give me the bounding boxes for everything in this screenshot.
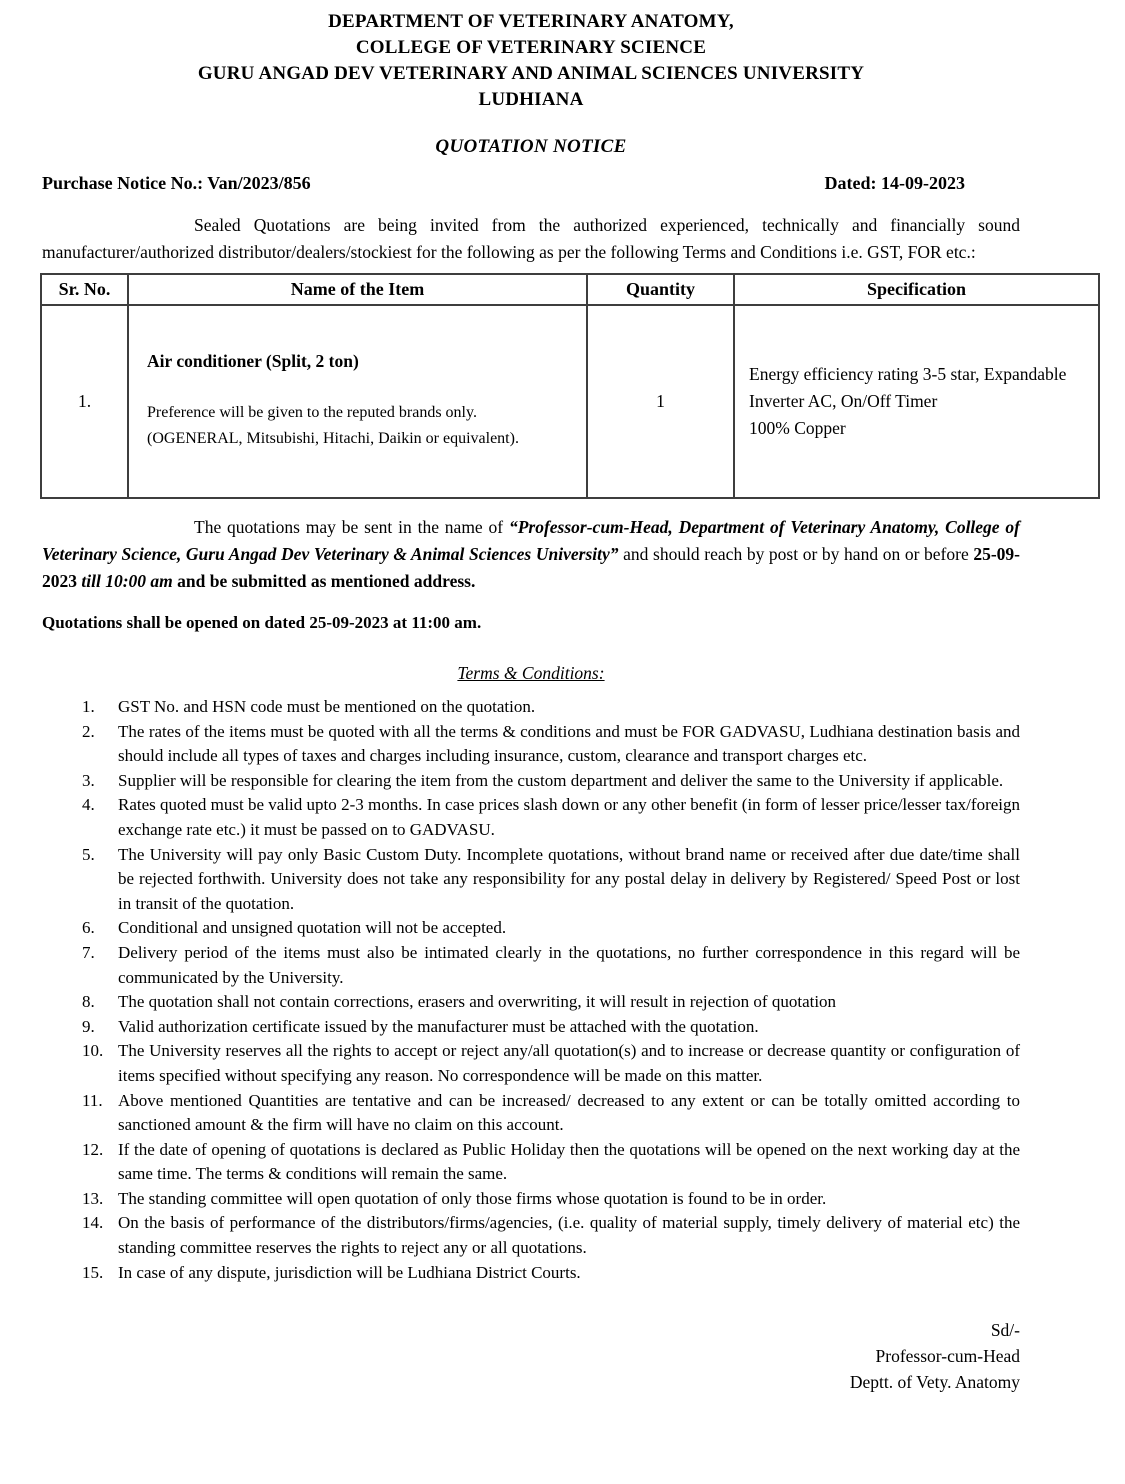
deadline-date: 25-09-2023 [42, 544, 1020, 591]
opening-line: Quotations shall be opened on dated 25-09-2023 at 11:00 am. [42, 613, 482, 632]
term-text: GST No. and HSN code must be mentioned on the quotation. [118, 697, 536, 716]
specification-line: Energy efficiency rating 3-5 star, Expandable Inverter AC, On/Off Timer [749, 364, 1067, 411]
term-text: Valid authorization certificate issued by the manufacturer must be attached with the quotation. [118, 1016, 759, 1036]
organization-header [42, 9, 1020, 113]
term-text: Delivery period of the items must also be intimated clearly in the quotations, no further correspondence in this regard will be communicated by the University. [118, 942, 1020, 987]
table-row [41, 305, 1099, 498]
term-text: The standing committee will open quotation of only those firms whose quotation is found to be in order. [118, 1188, 827, 1208]
term-item [42, 843, 1020, 917]
term-number: 8. [82, 992, 95, 1012]
term-text: If the date of opening of quotations is declared as Public Holiday then the quotations will be opened on the next working day at the same time. The terms & conditions will remain the same. [118, 1139, 1020, 1184]
term-number: 14. [82, 1213, 104, 1233]
term-number: 3. [82, 770, 95, 790]
specification-line: 100% Copper [749, 418, 846, 438]
university-line: GURU ANGAD DEV VETERINARY AND ANIMAL SCIENCES UNIVERSITY [197, 63, 865, 84]
table-header-row [41, 274, 1099, 305]
deadline-time: till 10:00 am [77, 571, 173, 591]
term-item [42, 695, 1020, 720]
term-item [42, 941, 1020, 990]
term-text: The University reserves all the rights to accept or reject any/all quotation(s) and to increase or decrease quantity or configuration of items specified without specifying any reason. No correspondence will be made on this matter. [118, 1041, 1020, 1085]
term-item [42, 793, 1020, 842]
signature-title: Professor-cum-Head [875, 1346, 1020, 1367]
term-number: 2. [82, 721, 95, 741]
city-line: LUDHIANA [478, 89, 584, 110]
term-text: The rates of the items must be quoted with all the terms & conditions and must be FOR GADVASU, Ludhiana destination basis and should include all types of taxes and charges including insurance, custom, clearance and transport charges etc. [118, 721, 1020, 766]
term-number: 13. [82, 1188, 104, 1208]
term-text: Above mentioned Quantities are tentative and can be increased/ decreased to any extent or can be totally omitted according to sanctioned amount & the firm will have no claim on this account. [118, 1090, 1020, 1135]
item-title: Air conditioner (Split, 2 ton) [147, 351, 359, 371]
term-item [42, 1015, 1020, 1040]
term-number: 7. [82, 942, 95, 962]
notice-date: Dated: 14-09-2023 [824, 173, 965, 193]
term-item [42, 916, 1020, 941]
submission-mid: and should reach by post or by hand on or before [618, 544, 974, 564]
row-item-name [128, 305, 587, 498]
term-item [42, 769, 1020, 794]
term-text: Rates quoted must be valid upto 2-3 months. In case prices slash down or any other benefit (in form of lesser price/lesser tax/foreign exchange rate etc.) it must be passed on to GADVASU. [118, 795, 1020, 839]
submission-tail: and be submitted as mentioned address. [172, 571, 476, 591]
header-specification: Specification [734, 274, 1099, 305]
term-text: The quotation shall not contain corrections, erasers and overwriting, it will result in rejection of quotation [118, 992, 837, 1012]
submission-lead: The quotations may be sent in the name of [194, 517, 509, 537]
college-line: COLLEGE OF VETERINARY SCIENCE [355, 37, 707, 58]
term-item [42, 720, 1020, 769]
submission-paragraph [42, 514, 1020, 595]
term-number: 5. [82, 844, 95, 864]
header-item-name: Name of the Item [128, 274, 587, 305]
term-item [42, 1211, 1020, 1260]
term-item [42, 1089, 1020, 1138]
item-description: Preference will be given to the reputed brands only. (OGENERAL, Mitsubishi, Hitachi, Daikin or equivalent). [147, 404, 519, 447]
term-number: 10. [82, 1041, 104, 1061]
term-item [42, 1187, 1020, 1212]
signature-block [42, 1317, 1020, 1395]
term-number: 6. [82, 918, 95, 938]
terms-list [42, 695, 1020, 1285]
header-sr-no: Sr. No. [41, 274, 128, 305]
recipient-name: “Professor-cum-Head, Department of Veterinary Anatomy, College of Veterinary Science, Guru Angad Dev Veterinary & Animal Sciences University” [42, 517, 1020, 564]
term-item [42, 1261, 1020, 1286]
term-number: 15. [82, 1262, 104, 1282]
term-number: 4. [82, 795, 95, 815]
header-quantity: Quantity [587, 274, 734, 305]
term-text: The University will pay only Basic Custom Duty. Incomplete quotations, without brand name or received after due date/time shall be rejected forthwith. University does not take any responsibility for any postal delay in delivery by Registered/ Speed Post or lost in transit of the quotation. [118, 844, 1020, 913]
term-item [42, 990, 1020, 1015]
notice-title: QUOTATION NOTICE [435, 136, 627, 157]
term-number: 12. [82, 1139, 104, 1159]
term-number: 1. [82, 697, 95, 716]
signature-department: Deptt. of Vety. Anatomy [849, 1372, 1020, 1393]
term-number: 9. [82, 1016, 95, 1036]
purchase-notice-number: Purchase Notice No.: Van/2023/856 [42, 173, 311, 193]
row-quantity: 1 [587, 305, 734, 498]
term-number: 11. [82, 1090, 103, 1110]
term-text: On the basis of performance of the distributors/firms/agencies, (i.e. quality of material supply, timely delivery of material etc) the standing committee reserves the rights to reject any or all quotations. [118, 1213, 1020, 1258]
intro-paragraph: Sealed Quotations are being invited from the authorized experienced, technically and financially sound manufacturer/authorized distributor/dealers/stockiest for the following as per the following Terms and Conditions i.e. GST, FOR etc.: [42, 215, 1020, 262]
term-item [42, 1039, 1020, 1088]
department-line: DEPARTMENT OF VETERINARY ANATOMY, [328, 11, 734, 32]
purchase-notice-row [42, 171, 1020, 196]
row-specification [734, 305, 1099, 498]
term-text: Supplier will be responsible for clearing the item from the custom department and deliver the same to the University if applicable. [118, 770, 1004, 790]
signature-sd: Sd/- [990, 1320, 1020, 1341]
term-text: In case of any dispute, jurisdiction will be Ludhiana District Courts. [118, 1262, 581, 1282]
term-text: Conditional and unsigned quotation will not be accepted. [118, 918, 507, 938]
terms-heading: Terms & Conditions: [457, 663, 605, 683]
row-sr-no: 1. [41, 305, 128, 498]
term-item [42, 1138, 1020, 1187]
items-table [40, 273, 1100, 499]
